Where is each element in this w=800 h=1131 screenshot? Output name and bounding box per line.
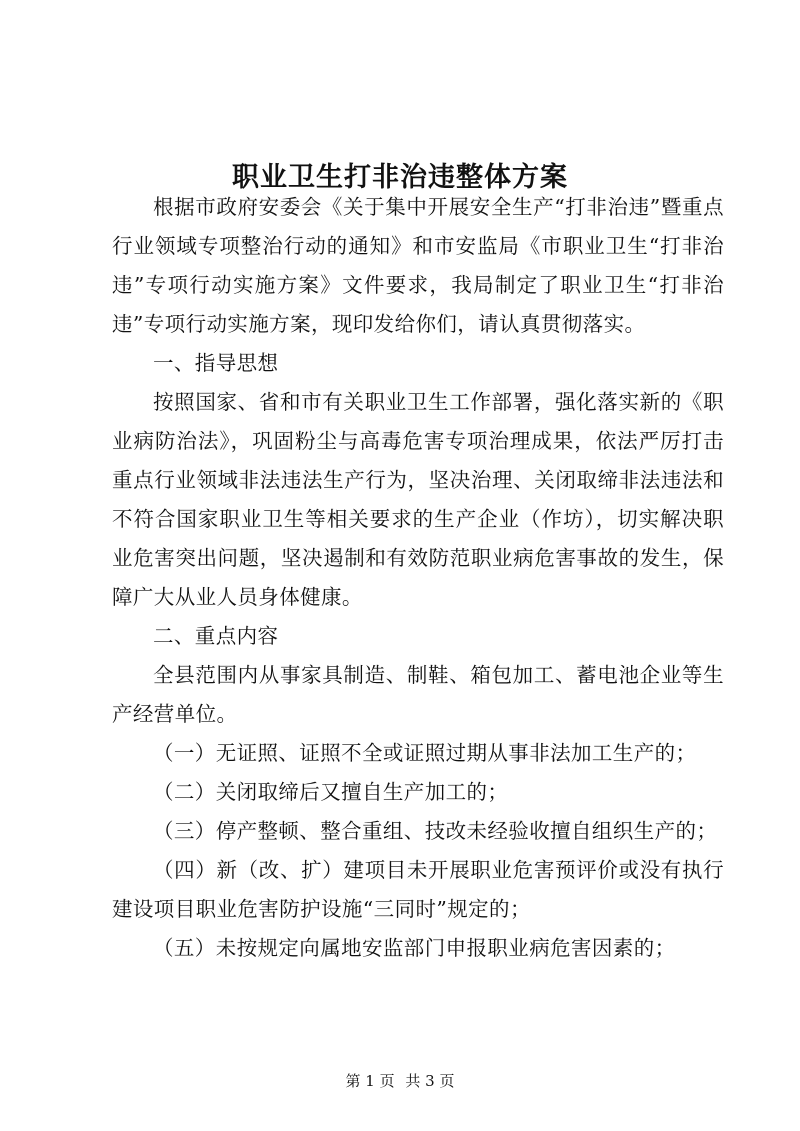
page-number: 第 1 页	[345, 1072, 395, 1090]
document-title: 职业卫生打非治违整体方案	[232, 162, 568, 194]
page-footer	[0, 1071, 800, 1091]
list-item-5: （五）未按规定向属地安监部门申报职业病危害因素的；	[153, 936, 676, 960]
section-heading-key-content: 二、重点内容	[153, 624, 279, 648]
key-content-paragraph: 全县范围内从事家具制造、制鞋、箱包加工、蓄电池企业等生产经营单位。	[112, 663, 724, 726]
list-item-3: （三）停产整顿、整合重组、技改未经验收擅自组织生产的；	[153, 819, 718, 843]
list-item-1: （一）无证照、证照不全或证照过期从事非法加工生产的；	[153, 741, 697, 765]
page-total: 共 3 页	[405, 1072, 455, 1090]
intro-paragraph: 根据市政府安委会《关于集中开展安全生产“打非治违”暨重点行业领域专项整治行动的通知》和市安监局《市职业卫生“打非治违”专项行动实施方案》文件要求，我局制定了职业卫生“打非治违”专项行动实施方案，现印发给你们，请认真贯彻落实。	[112, 195, 724, 336]
section-heading-guiding-ideology: 一、指导思想	[153, 351, 279, 375]
document-body	[112, 188, 724, 968]
list-item-4: （四）新（改、扩）建项目未开展职业危害预评价或没有执行建设项目职业危害防护设施“三同时”规定的；	[112, 858, 724, 921]
guiding-ideology-paragraph: 按照国家、省和市有关职业卫生工作部署，强化落实新的《职业病防治法》，巩固粉尘与高毒危害专项治理成果，依法严厉打击重点行业领域非法违法生产行为，坚决治理、关闭取缔非法违法和不符合国家职业卫生等相关要求的生产企业（作坊），切实解决职业危害突出问题，坚决遏制和有效防范职业病危害事故的发生，保障广大从业人员身体健康。	[112, 390, 724, 609]
list-item-2: （二）关闭取缔后又擅自生产加工的；	[153, 780, 509, 804]
